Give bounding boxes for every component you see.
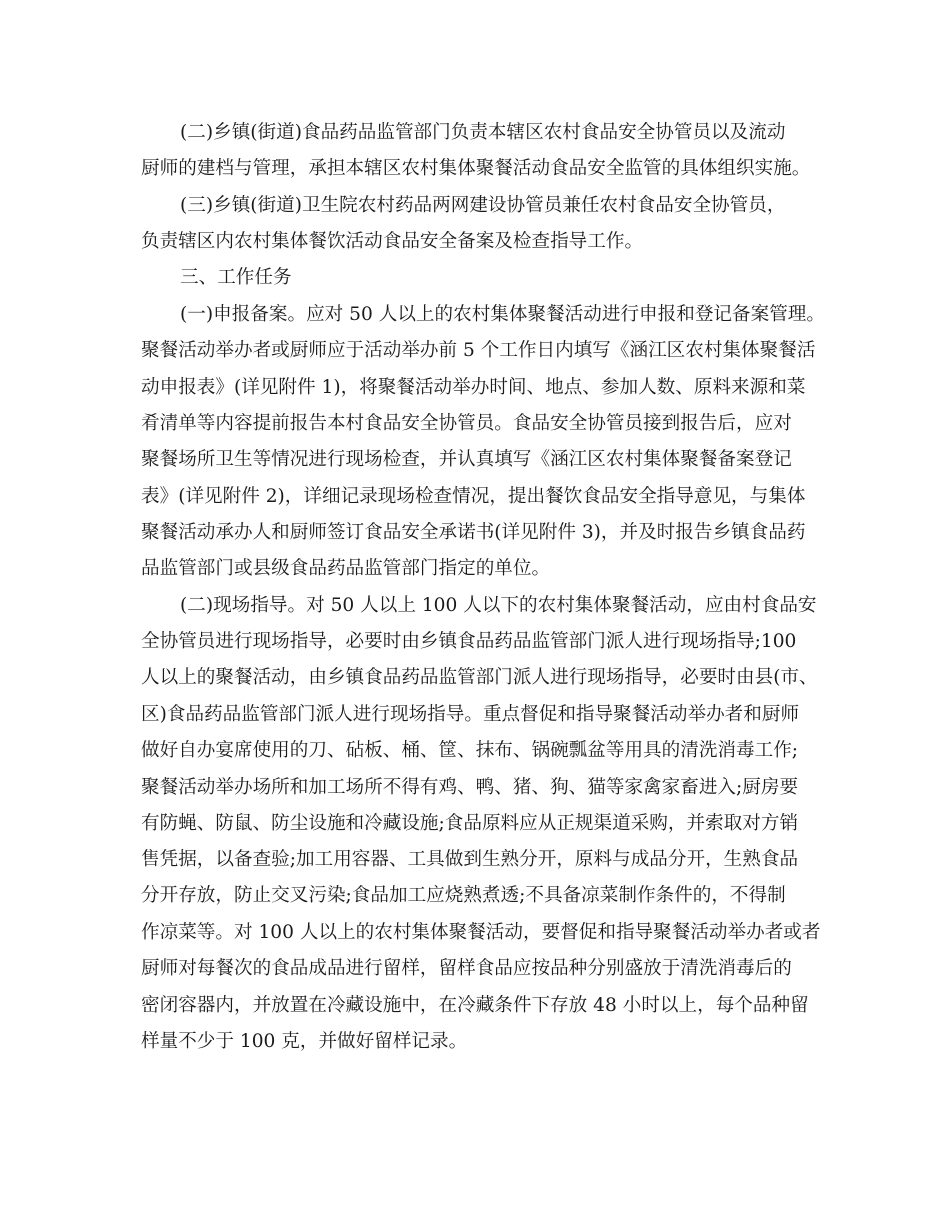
text-line: 样量不少于 100 克，并做好留样记录。 [141, 1031, 468, 1052]
text-line: 做好自办宴席使用的刀、砧板、桶、筐、抹布、锅碗瓢盆等用具的清洗消毒工作; [141, 740, 799, 761]
text-line: 有防蝇、防鼠、防尘设施和冷藏设施;食品原料应从正规渠道采购，并索取对方销 [141, 813, 799, 834]
text-line: 肴清单等内容提前报告本村食品安全协管员。食品安全协管员接到报告后，应对 [141, 413, 792, 434]
text-line: 人以上的聚餐活动，由乡镇食品药品监管部门派人进行现场指导，必要时由县(市、 [141, 667, 818, 688]
text-line: 厨师的建档与管理，承担本辖区农村集体聚餐活动食品安全监管的具体组织实施。 [141, 158, 811, 179]
text-line: 负责辖区内农村集体餐饮活动食品安全备案及检查指导工作。 [141, 231, 644, 252]
text-line: 聚餐活动承办人和厨师签订食品安全承诺书(详见附件 3)，并及时报告乡镇食品药 [141, 522, 806, 543]
text-line: (二)现场指导。对 50 人以上 100 人以下的农村集体聚餐活动，应由村食品安 [180, 595, 817, 616]
text-line: 作凉菜等。对 100 人以上的农村集体聚餐活动，要督促和指导聚餐活动举办者或者 [141, 922, 821, 943]
text-line: 动申报表》(详见附件 1)，将聚餐活动举办时间、地点、参加人数、原料来源和菜 [141, 377, 806, 398]
text-line: 聚餐活动举办者或厨师应于活动举办前 5 个工作日内填写《涵江区农村集体聚餐活 [141, 340, 816, 361]
text-line: 分开存放，防止交叉污染;食品加工应烧熟煮透;不具备凉菜制作条件的，不得制 [141, 885, 786, 906]
section-heading: 三、工作任务 [180, 267, 292, 288]
text-line: 售凭据，以备查验;加工用容器、工具做到生熟分开，原料与成品分开，生熟食品 [141, 849, 799, 870]
text-line: 品监管部门或县级食品药品监管部门指定的单位。 [141, 558, 551, 579]
text-line: 厨师对每餐次的食品成品进行留样，留样食品应按品种分别盛放于清洗消毒后的 [141, 958, 792, 979]
text-line: 聚餐活动举办场所和加工场所不得有鸡、鸭、猪、狗、猫等家禽家畜进入;厨房要 [141, 777, 799, 798]
text-line: 区)食品药品监管部门派人进行现场指导。重点督促和指导聚餐活动举办者和厨师 [141, 704, 800, 725]
text-line: 全协管员进行现场指导，必要时由乡镇食品药品监管部门派人进行现场指导;100 [141, 631, 797, 652]
text-line: 聚餐场所卫生等情况进行现场检查，并认真填写《涵江区农村集体聚餐备案登记 [141, 449, 792, 470]
text-line: (一)申报备案。应对 50 人以上的农村集体聚餐活动进行申报和登记备案管理。 [180, 304, 825, 325]
text-line: 表》(详见附件 2)，详细记录现场检查情况，提出餐饮食品安全指导意见，与集体 [141, 486, 806, 507]
text-line: 密闭容器内，并放置在冷藏设施中，在冷藏条件下存放 48 小时以上，每个品种留 [141, 995, 809, 1016]
text-line: (三)乡镇(街道)卫生院农村药品两网建设协管员兼任农村食品安全协管员， [180, 195, 786, 216]
text-line: (二)乡镇(街道)食品药品监管部门负责本辖区农村食品安全协管员以及流动 [180, 122, 786, 143]
